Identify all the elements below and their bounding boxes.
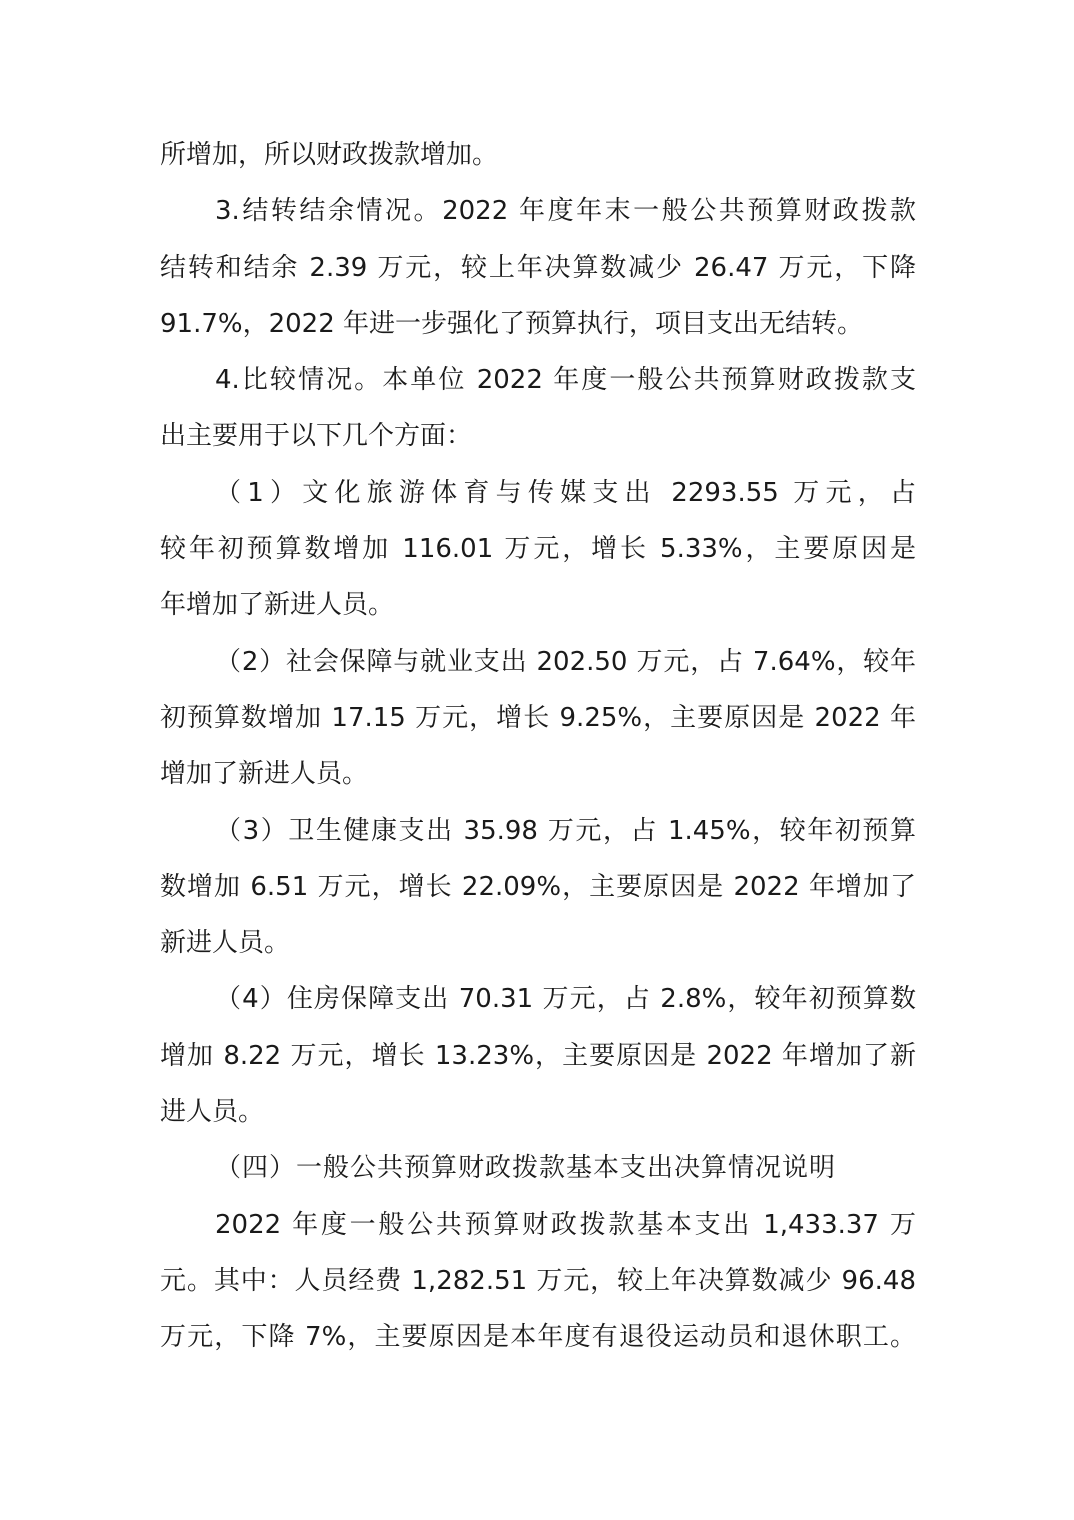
paragraph-line: 增加 8.22 万元，增长 13.23%，主要原因是 2022 年增加了新	[160, 1040, 916, 1071]
document-body	[160, 127, 916, 1366]
paragraph-line: 进人员。	[160, 1097, 265, 1128]
paragraph-line: 2022 年度一般公共预算财政拨款基本支出 1,433.37 万	[215, 1209, 916, 1240]
paragraph-line: 增加了新进人员。	[160, 759, 369, 790]
paragraph-line: 新进人员。	[160, 928, 291, 959]
paragraph-line: （1）文化旅游体育与传媒支出 2293.55 万元，占	[215, 477, 916, 508]
paragraph-line: 4.比较情况。本单位 2022 年度一般公共预算财政拨款支	[215, 365, 916, 396]
paragraph-line: 初预算数增加 17.15 万元，增长 9.25%，主要原因是 2022 年	[160, 702, 916, 733]
paragraph-line: 万元，下降 7%，主要原因是本年度有退役运动员和退休职工。	[160, 1322, 916, 1353]
paragraph-line: 数增加 6.51 万元，增长 22.09%，主要原因是 2022 年增加了	[160, 871, 916, 902]
section-heading: （四）一般公共预算财政拨款基本支出决算情况说明	[215, 1153, 837, 1184]
paragraph-line: 结转和结余 2.39 万元，较上年决算数减少 26.47 万元，下降	[160, 252, 916, 283]
paragraph-line: 较年初预算数增加 116.01 万元，增长 5.33%，主要原因是	[160, 534, 916, 565]
paragraph-line: 元。其中：人员经费 1,282.51 万元，较上年决算数减少 96.48	[160, 1265, 916, 1296]
paragraph-line: 年增加了新进人员。	[160, 590, 395, 621]
paragraph-line: （2）社会保障与就业支出 202.50 万元，占 7.64%，较年	[215, 646, 916, 677]
paragraph-line: 所增加，所以财政拨款增加。	[160, 140, 499, 170]
paragraph-line: 3.结转结余情况。2022 年度年末一般公共预算财政拨款	[215, 196, 916, 227]
paragraph-line: 91.7%，2022 年进一步强化了预算执行，项目支出无结转。	[160, 308, 864, 339]
paragraph-line: （4）住房保障支出 70.31 万元，占 2.8%，较年初预算数	[215, 984, 916, 1015]
paragraph-line: （3）卫生健康支出 35.98 万元，占 1.45%，较年初预算	[215, 815, 916, 846]
paragraph-line: 出主要用于以下几个方面：	[160, 421, 473, 452]
